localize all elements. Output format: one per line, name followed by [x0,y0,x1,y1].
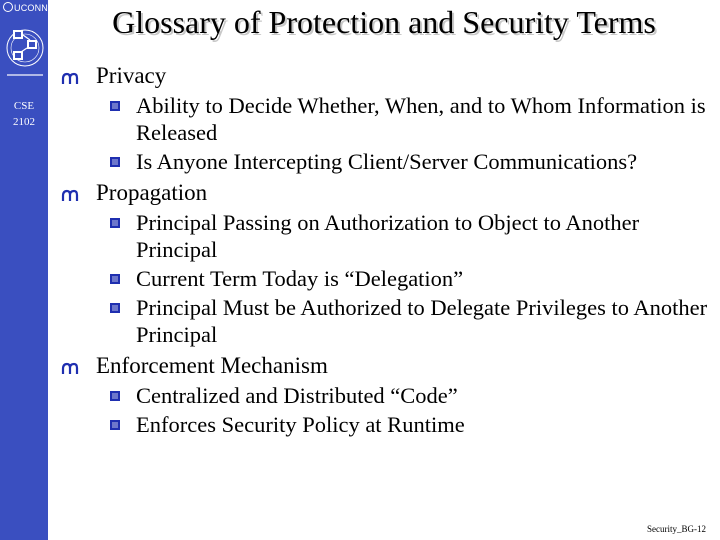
seal-icon [3,2,13,12]
square-bullet-icon [104,411,126,438]
list-subitem-text: Principal Must be Authorized to Delegate Privileges to Another Principal [136,295,708,347]
list-subitem-text: Current Term Today is “Delegation” [136,266,464,291]
list-subitem [60,265,710,292]
list-subitem [60,382,710,409]
list-subitem-text: Ability to Decide Whether, When, and to Whom Information is Released [136,93,706,145]
square-bullet-icon [104,209,126,236]
list-subitem-text: Is Anyone Intercepting Client/Server Communications? [136,149,638,174]
list-item-text: Privacy [96,63,167,88]
square-bullet-icon [104,382,126,409]
list-subitem [60,411,710,438]
list-item [60,352,710,380]
list-subitem-text: Centralized and Distributed “Code” [136,383,458,408]
brand [3,2,48,13]
bullet-list [60,58,710,438]
list-subitem [60,209,710,263]
list-subitem [60,148,710,175]
computer-network-logo-icon [4,18,46,88]
list-subitem [60,92,710,146]
list-item-text: Enforcement Mechanism [96,353,328,378]
slide-footer: Security_BG-12 [647,524,706,534]
course-code [6,98,42,130]
square-bullet-icon [104,148,126,175]
square-bullet-icon [104,294,126,321]
bullet-icon [60,179,86,207]
bullet-icon [60,352,86,380]
square-bullet-icon [104,92,126,119]
list-subitem [60,294,710,348]
list-subitem-text: Principal Passing on Authorization to Object to Another Principal [136,210,640,262]
list-item-text: Propagation [96,180,208,205]
slide-title: Glossary of Protection and Security Terms [112,4,656,40]
list-subitem-text: Enforces Security Policy at Runtime [136,412,465,437]
course-code-line2: 2102 [13,116,35,128]
square-bullet-icon [104,265,126,292]
bullet-icon [60,62,86,90]
list-item [60,179,710,207]
brand-label: UCONN [14,3,48,13]
course-code-line1: CSE [13,100,35,112]
sidebar [0,0,48,540]
list-item [60,62,710,90]
